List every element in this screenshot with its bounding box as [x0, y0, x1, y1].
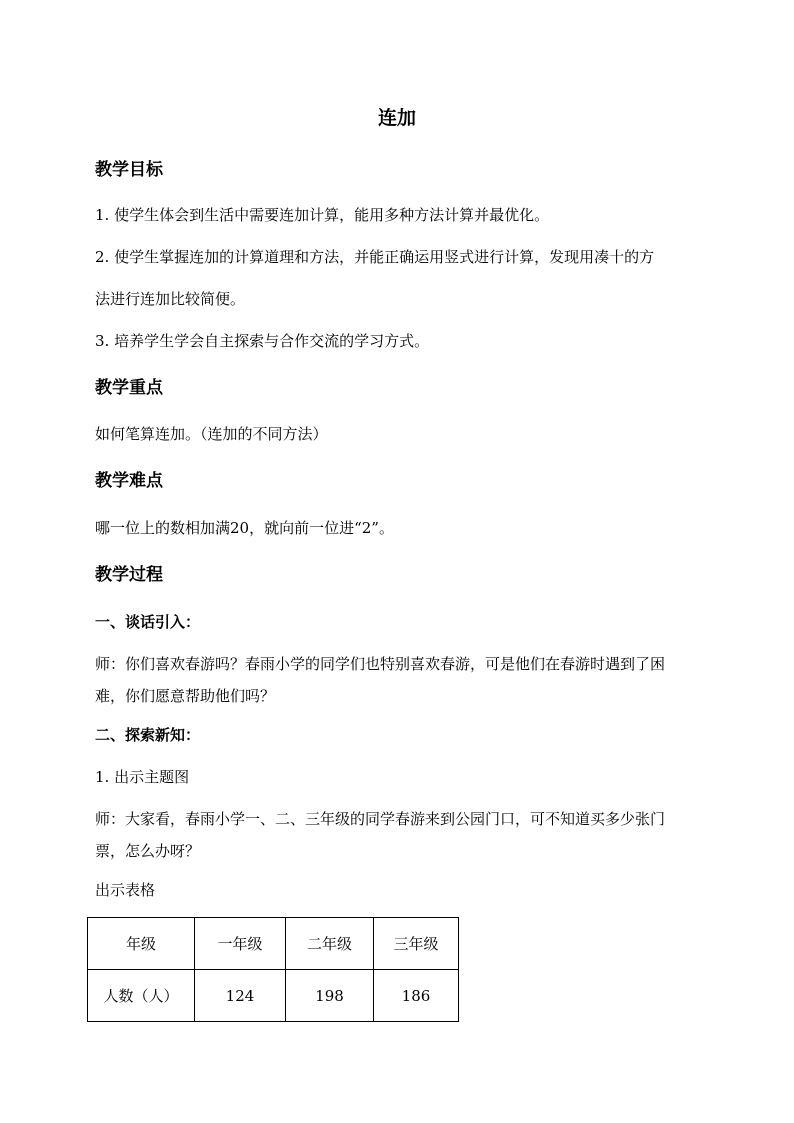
heading-part2: 二、探索新知：	[95, 726, 201, 744]
objective-item-2: 2. 使学生掌握连加的计算道理和方法，并能正确运用竖式进行计算，发现用凑十的方	[95, 248, 655, 266]
table-cell: 年级	[88, 918, 195, 970]
difficulties-text: 哪一位上的数相加满20，就向前一位进“2”。	[95, 519, 394, 537]
show-table-label: 出示表格	[95, 881, 156, 899]
heading-objectives: 教学目标	[95, 160, 163, 180]
heading-difficulties: 教学难点	[95, 471, 163, 491]
table-row	[88, 970, 459, 1022]
table-cell: 124	[195, 970, 286, 1022]
objective-item-2-continued: 法进行连加比较简便。	[95, 290, 246, 308]
grade-count-table	[87, 917, 459, 1022]
heading-process: 教学过程	[95, 565, 163, 585]
table-header-row	[88, 918, 459, 970]
part2-step1: 1. 出示主题图	[95, 768, 190, 786]
table-cell: 三年级	[374, 918, 459, 970]
table-cell: 一年级	[195, 918, 286, 970]
heading-key-points: 教学重点	[95, 378, 163, 398]
key-points-text: 如何笔算连加。（连加的不同方法）	[95, 425, 328, 443]
table-cell: 186	[374, 970, 459, 1022]
part2-line-2: 票，怎么办呀？	[95, 842, 201, 860]
heading-part1: 一、谈话引入：	[95, 613, 201, 631]
table-cell: 二年级	[286, 918, 374, 970]
part1-line-1: 师：你们喜欢春游吗？春雨小学的同学们也特别喜欢春游，可是他们在春游时遇到了困	[95, 655, 666, 673]
document-title: 连加	[377, 107, 416, 129]
objective-item-1: 1. 使学生体会到生活中需要连加计算，能用多种方法计算并最优化。	[95, 206, 550, 224]
table-cell: 人数（人）	[88, 970, 195, 1022]
objective-item-3: 3. 培养学生学会自主探索与合作交流的学习方式。	[95, 332, 430, 350]
part1-line-2: 难，你们愿意帮助他们吗？	[95, 687, 276, 705]
part2-line-1: 师：大家看，春雨小学一、二、三年级的同学春游来到公园门口，可不知道买多少张门	[95, 810, 666, 828]
table-cell: 198	[286, 970, 374, 1022]
